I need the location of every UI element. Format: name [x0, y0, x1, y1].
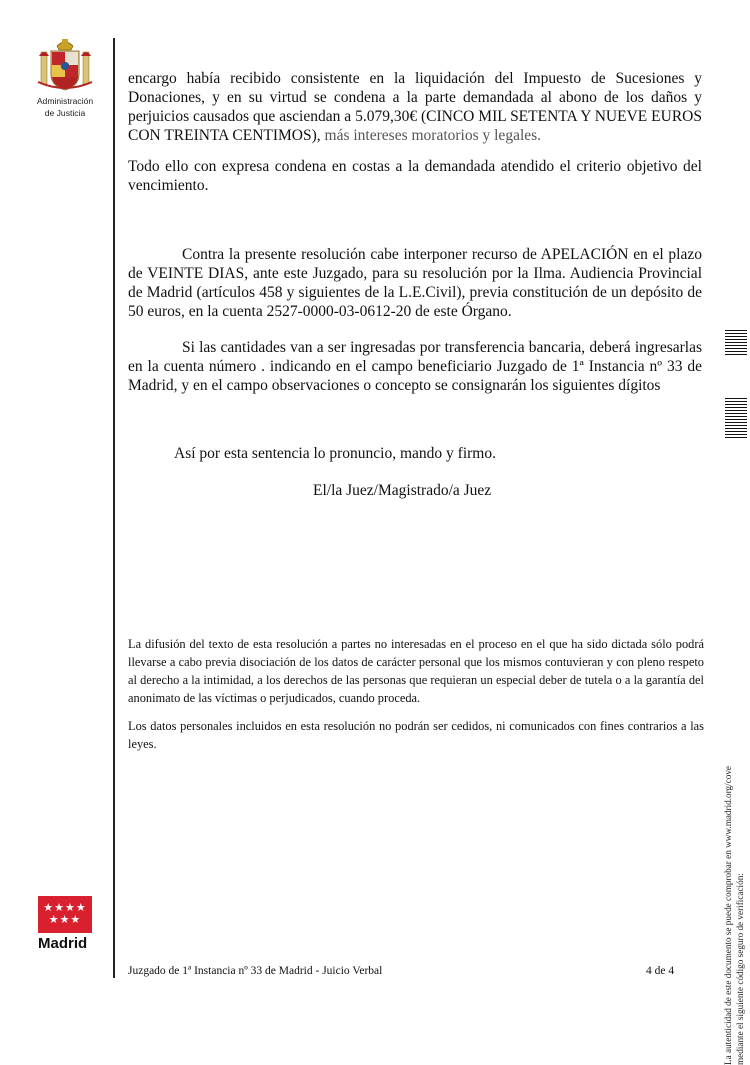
- footer-page-number: 4 de 4: [646, 965, 675, 977]
- judge-signature-line: El/la Juez/Magistrado/a Juez: [313, 482, 492, 499]
- comunidad-madrid-logo: [38, 896, 92, 952]
- paragraph-ruling: [128, 69, 702, 145]
- data-protection-notice: Los datos personales incluidos en esta resolución no podrán ser cedidos, ni comunicados con fines contrarios a las leyes.: [128, 719, 704, 751]
- ruling-text: encargo había recibido consistente en la liquidación del Impuesto de Sucesiones y Donaciones, y en su virtud se condena a la parte demandada al abono de los daños y perjuicios causados que asciendan a 5.079,30€ (CINCO MIL SETENTA Y NUEVE EUROS CON TREINTA CENTIMOS),: [128, 70, 702, 144]
- margin-divider: [113, 38, 115, 978]
- paragraph-costs: Todo ello con expresa condena en costas a la demandada atendido el criterio objetivo del vencimiento.: [128, 158, 702, 194]
- footer-court-name: Juzgado de 1ª Instancia nº 33 de Madrid - Juicio Verbal: [128, 965, 383, 977]
- logo-caption-line2: de Justicia: [44, 108, 86, 118]
- closing-statement: Así por esta sentencia lo pronuncio, mando y firmo.: [174, 445, 496, 462]
- paragraph-appeal: Contra la presente resolución cabe interponer recurso de APELACIÓN en el plazo de VEINTE DIAS, ante este Juzgado, para su resolución por la Ilma. Audiencia Provincial de Madrid (artículos 458 y siguientes de la L.E.Civil), previa constitución de un depósito de 50 euros, en la cuenta 2527-0000-03-0612-20 de este Órgano.: [128, 246, 702, 320]
- madrid-stars: ★★★★ ★★★: [43, 901, 87, 926]
- barcode-bottom: [725, 398, 747, 440]
- madrid-flag-icon: [38, 896, 92, 933]
- administracion-justicia-logo: [34, 38, 96, 118]
- barcode-top: [725, 330, 747, 357]
- verification-side-note: [722, 465, 746, 1065]
- coat-of-arms-icon: [35, 38, 95, 94]
- verification-line1: La autenticidad de este documento se puede comprobar en www.madrid.org/cove: [723, 766, 733, 1065]
- logo-caption-line1: Administración: [36, 96, 94, 106]
- paragraph-bank-transfer: Si las cantidades van a ser ingresadas por transferencia bancaria, deberá ingresarlas en la cuenta número . indicando en el campo beneficiario Juzgado de 1ª Instancia nº 33 de Madrid, y en el campo observaciones o concepto se consignarán los siguientes dígitos: [128, 339, 702, 394]
- privacy-notice: La difusión del texto de esta resolución a partes no interesadas en el proceso en el que ha sido dictada sólo podrá llevarse a cabo previa disociación de los datos de carácter personal que los mismos contuvieran y con pleno respeto al derecho a la intimidad, a los derechos de las personas que requieran un especial deber de tutela o a la garantía del anonimato de las víctimas o perjudicados, cuando proceda.: [128, 637, 704, 705]
- ruling-interest-text: más intereses moratorios y legales.: [324, 127, 542, 144]
- verification-line2: mediante el siguiente código seguro de verificación:: [735, 873, 745, 1065]
- madrid-wordmark: Madrid: [38, 935, 88, 952]
